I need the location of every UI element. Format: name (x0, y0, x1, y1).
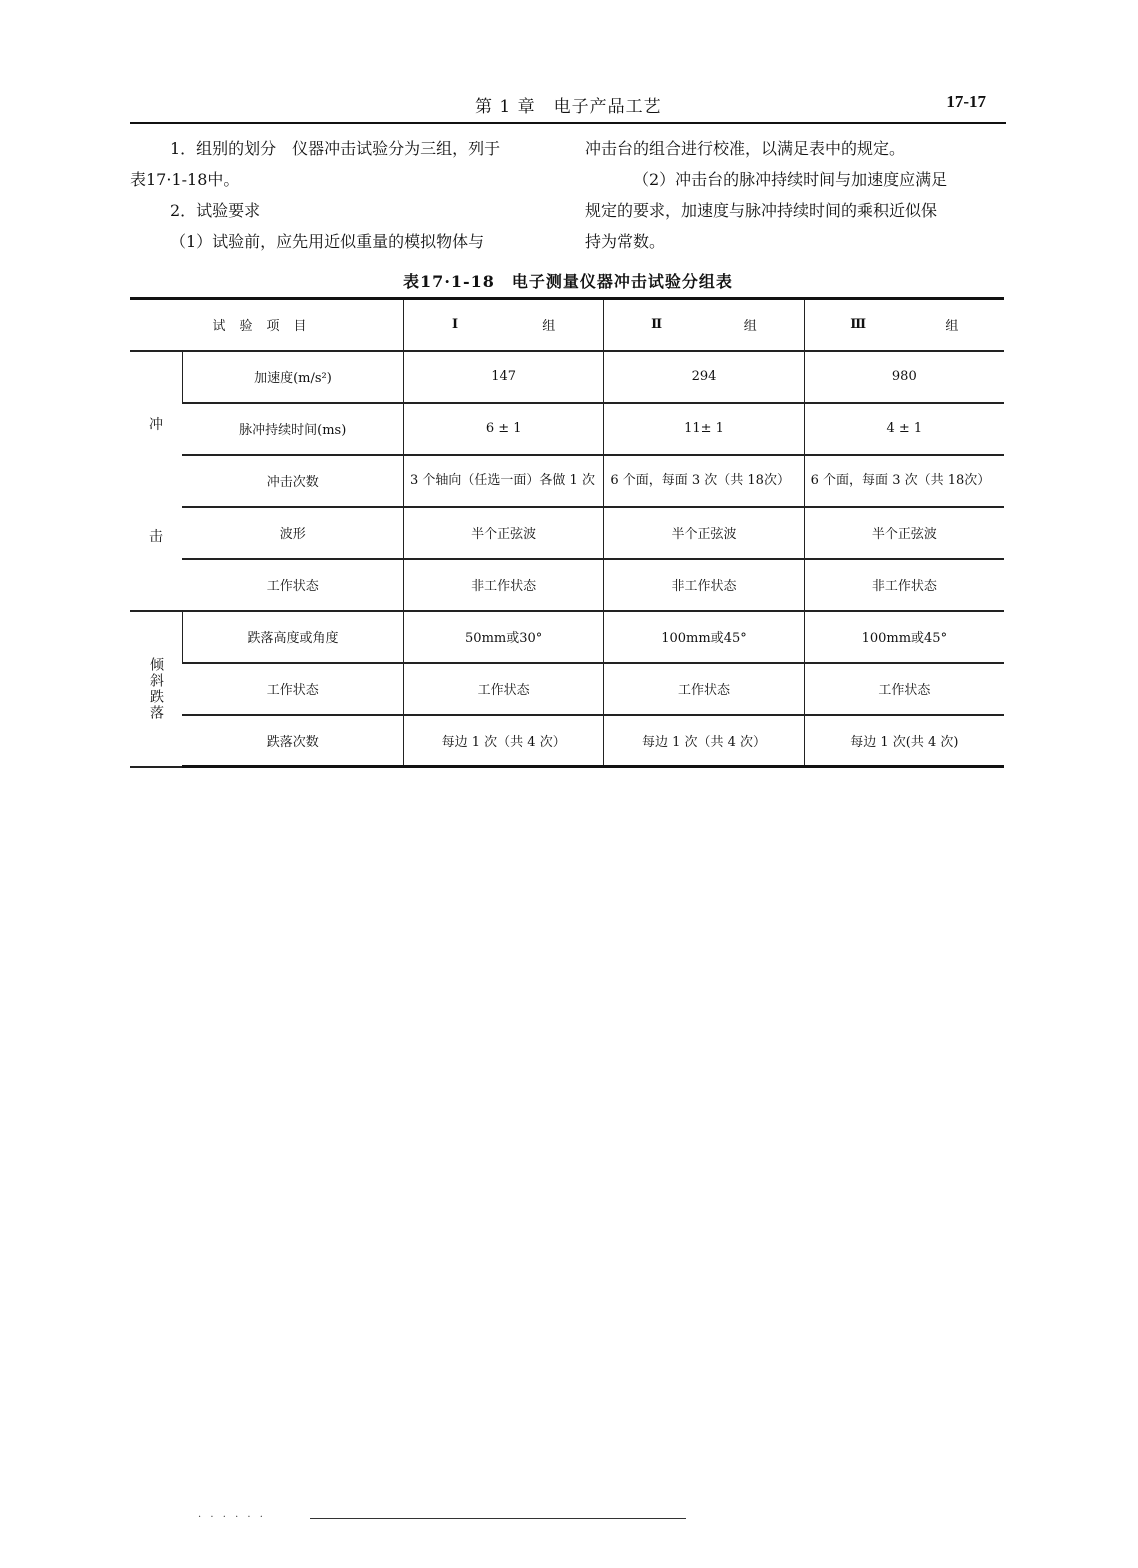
cell: 非工作状态 (404, 559, 604, 611)
category-shock (130, 351, 182, 611)
row-item: 冲击次数 (182, 455, 403, 507)
group-label: 组 (945, 319, 959, 335)
chapter-title: 第 1 章 电子产品工艺 (475, 97, 662, 117)
header-item: 试验项目 (130, 299, 404, 351)
cell: 6 个面，每面 3 次（共 18次） (804, 455, 1004, 507)
category-char: 击 (148, 528, 163, 545)
table-row (130, 559, 1004, 611)
row-item: 跌落高度或角度 (182, 611, 403, 663)
cell: 50mm或30° (404, 611, 604, 663)
paragraph: 冲击台的组合进行校准，以满足表中的规定。 (585, 139, 906, 158)
table-row (130, 663, 1004, 715)
cell: 工作状态 (804, 663, 1004, 715)
cell: 100mm或45° (804, 611, 1004, 663)
category-char: 冲 (148, 416, 163, 433)
row-item: 加速度(m/s²) (182, 351, 403, 403)
paragraph: 表17·1-18中。 (130, 170, 240, 189)
header-group-2 (604, 299, 804, 351)
paragraph: 2．试验要求 (170, 201, 261, 220)
table-row (130, 455, 1004, 507)
table-row (130, 403, 1004, 455)
paragraph: 规定的要求，加速度与脉冲持续时间的乘积近似保 (585, 201, 938, 220)
cell: 非工作状态 (804, 559, 1004, 611)
group-label: 组 (743, 319, 757, 335)
row-item: 工作状态 (182, 663, 403, 715)
table-row (130, 611, 1004, 663)
footer-rule (310, 1518, 686, 1519)
cell: 每边 1 次（共 4 次） (604, 715, 804, 767)
paragraph: （2）冲击台的脉冲持续时间与加速度应满足 (633, 170, 948, 189)
row-item: 工作状态 (182, 559, 403, 611)
cell: 6 ± 1 (404, 403, 604, 455)
cell: 294 (604, 351, 804, 403)
cell: 3 个轴向（任选一面）各做 1 次 (404, 455, 604, 507)
cell: 工作状态 (604, 663, 804, 715)
cell: 工作状态 (404, 663, 604, 715)
cell: 147 (404, 351, 604, 403)
table-row (130, 351, 1004, 403)
shock-test-table (130, 297, 1004, 768)
cell: 6 个面，每面 3 次（共 18次） (604, 455, 804, 507)
table-caption: 表17·1-18 电子测量仪器冲击试验分组表 (403, 272, 733, 291)
right-column (585, 133, 1005, 257)
group-label: 组 (542, 319, 556, 335)
cell: 4 ± 1 (804, 403, 1004, 455)
cell: 半个正弦波 (604, 507, 804, 559)
group-numeral: Ⅲ (850, 317, 867, 333)
category-drop: 倾斜跌落 (130, 611, 182, 767)
group-numeral: Ⅰ (452, 317, 459, 333)
paragraph: （1）试验前，应先用近似重量的模拟物体与 (170, 232, 485, 251)
scan-mark: · · · · · · (198, 1512, 266, 1523)
table-header-row (130, 299, 1004, 351)
paragraph: 1．组别的划分 仪器冲击试验分为三组，列于 (170, 139, 501, 158)
header-group-3 (804, 299, 1004, 351)
cell: 11± 1 (604, 403, 804, 455)
cell: 每边 1 次（共 4 次） (404, 715, 604, 767)
left-column (130, 133, 550, 257)
cell: 非工作状态 (604, 559, 804, 611)
row-item: 波形 (182, 507, 403, 559)
cell: 每边 1 次(共 4 次) (804, 715, 1004, 767)
row-item: 跌落次数 (182, 715, 403, 767)
page-number: 17-17 (946, 92, 986, 111)
cell: 980 (804, 351, 1004, 403)
paragraph: 持为常数。 (585, 232, 666, 251)
row-item: 脉冲持续时间(ms) (182, 403, 403, 455)
cell: 100mm或45° (604, 611, 804, 663)
cell: 半个正弦波 (404, 507, 604, 559)
page-header (130, 92, 1006, 124)
table-row (130, 507, 1004, 559)
header-group-1 (404, 299, 604, 351)
cell: 半个正弦波 (804, 507, 1004, 559)
table-row (130, 715, 1004, 767)
group-numeral: Ⅱ (651, 317, 663, 333)
